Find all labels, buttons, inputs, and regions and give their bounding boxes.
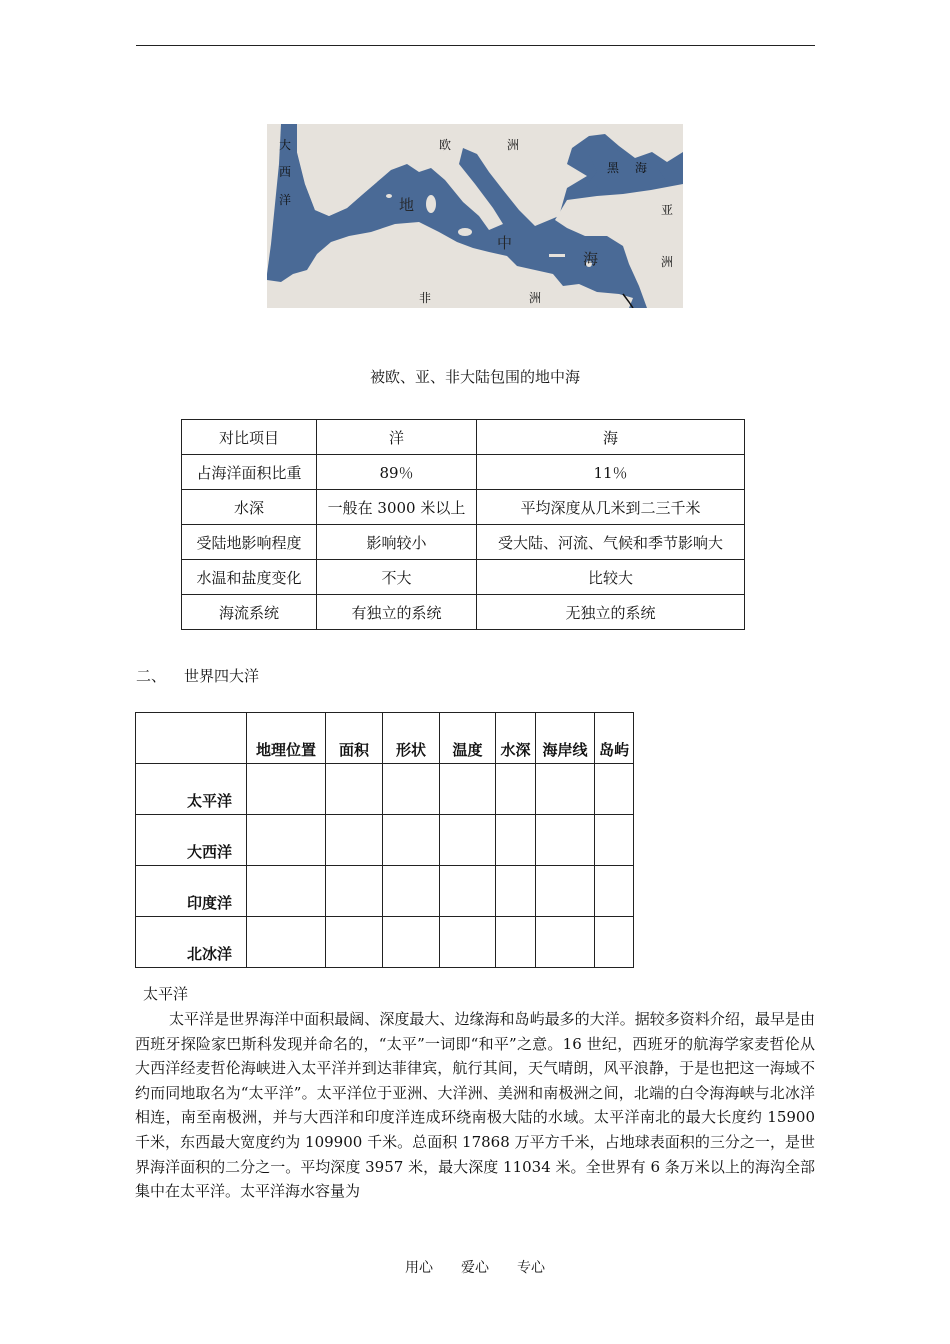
map-island-sicily	[458, 228, 472, 236]
table-cell: 受大陆、河流、气候和季节影响大	[477, 525, 745, 560]
map-label-blacksea-1: 黑	[607, 161, 620, 175]
table-header-cell: 形状	[383, 713, 440, 764]
map-figure	[267, 124, 683, 308]
table-cell	[536, 815, 595, 866]
table-cell	[440, 917, 496, 968]
table-cell: 不大	[317, 560, 477, 595]
table-cell: 水温和盐度变化	[182, 560, 317, 595]
section-heading	[136, 665, 259, 686]
table-header-cell: 洋	[317, 420, 477, 455]
table-cell: 有独立的系统	[317, 595, 477, 630]
table-cell	[595, 866, 634, 917]
table-cell	[326, 917, 383, 968]
table-cell: 89％	[317, 455, 477, 490]
table-cell	[536, 764, 595, 815]
map-island-crete	[549, 254, 565, 257]
table-cell: 受陆地影响程度	[182, 525, 317, 560]
section-title: 世界四大洋	[184, 667, 260, 685]
table-cell: 平均深度从几米到二三千米	[477, 490, 745, 525]
map-label-atlantic-1: 大	[279, 138, 292, 152]
table-cell	[247, 917, 326, 968]
table-cell	[595, 815, 634, 866]
table-cell: 无独立的系统	[477, 595, 745, 630]
table-corner-cell	[136, 713, 247, 764]
table-cell	[326, 815, 383, 866]
table-row	[136, 815, 634, 866]
table-header-cell: 温度	[440, 713, 496, 764]
map-label-europe-2: 洲	[507, 138, 520, 152]
map-island-corsica	[426, 195, 436, 213]
map-label-atlantic-2: 西	[279, 165, 292, 179]
map-label-africa-2: 洲	[529, 291, 542, 305]
table-header-row	[136, 713, 634, 764]
map-label-asia-2: 洲	[661, 255, 674, 269]
sea-ocean-comparison-table	[181, 419, 745, 630]
map-label-blacksea-2: 海	[635, 161, 648, 175]
table-row-header: 北冰洋	[136, 917, 247, 968]
table-cell	[496, 866, 536, 917]
table-row	[136, 866, 634, 917]
table-cell	[383, 917, 440, 968]
table-cell	[496, 917, 536, 968]
table-row-header: 印度洋	[136, 866, 247, 917]
table-header-cell: 岛屿	[595, 713, 634, 764]
table-cell	[536, 917, 595, 968]
table-cell	[383, 815, 440, 866]
table-header-cell: 对比项目	[182, 420, 317, 455]
map-label-med-2: 中	[497, 234, 513, 252]
table-cell: 占海洋面积比重	[182, 455, 317, 490]
table-cell	[247, 866, 326, 917]
table-cell	[595, 917, 634, 968]
table-row	[182, 455, 745, 490]
table-cell	[383, 866, 440, 917]
paragraph-body: 太平洋是世界海洋中面积最阔、深度最大、边缘海和岛屿最多的大洋。据较多资料介绍，最早是由西班牙探险家巴斯科发现并命名的，“太平”一词即“和平”之意。16 世纪，西班牙的航海学家麦哲伦从大西洋经麦哲伦海峡进入太平洋并到达菲律宾，航行其间，天气晴朗，风平浪静，于是也把这一海域不约而同地取名为“太平洋”。太平洋位于亚洲、大洋洲、美洲和南极洲之间，北端的白令海海峡与北冰洋相连，南至南极洲，并与大西洋和印度洋连成环绕南极大陆的水域。太平洋南北的最大长度约 15900 千米，东西最大宽度约为 109900 千米。总面积 17868 万平方千米，占地球表面积的三分之一，是世界海洋面积的二分之一。平均深度 3957 米，最大深度 11034 米。全世界有 6 条万米以上的海沟全部集中在太平洋。太平洋海水容量为	[135, 1010, 816, 1201]
table-cell: 11％	[477, 455, 745, 490]
table-row-header: 大西洋	[136, 815, 247, 866]
table-cell	[440, 764, 496, 815]
map-label-europe-1: 欧	[439, 138, 452, 152]
map-label-med-1: 地	[399, 196, 415, 214]
map-label-atlantic-3: 洋	[279, 193, 292, 207]
table-cell: 一般在 3000 米以上	[317, 490, 477, 525]
table-header-cell: 面积	[326, 713, 383, 764]
page-footer	[0, 1257, 950, 1277]
table-cell	[440, 866, 496, 917]
table-cell	[496, 815, 536, 866]
footer-text: 用心	[405, 1260, 433, 1276]
footer-text: 爱心	[461, 1260, 489, 1276]
table-cell	[440, 815, 496, 866]
table-row	[182, 560, 745, 595]
table-row	[182, 525, 745, 560]
table-header-cell: 海	[477, 420, 745, 455]
map-island-balearic	[386, 194, 392, 198]
table-cell	[326, 866, 383, 917]
table-cell	[247, 815, 326, 866]
table-row	[136, 917, 634, 968]
table-row	[136, 764, 634, 815]
table-cell	[326, 764, 383, 815]
map-caption: 被欧、亚、非大陆包围的地中海	[369, 368, 580, 386]
table-row	[182, 490, 745, 525]
table-cell: 比较大	[477, 560, 745, 595]
table-row-header: 太平洋	[136, 764, 247, 815]
map-label-med-3: 海	[583, 250, 599, 268]
mediterranean-map	[267, 124, 683, 308]
table-cell	[496, 764, 536, 815]
map-label-asia-1: 亚	[661, 203, 674, 217]
table-cell	[247, 764, 326, 815]
paragraph-title: 太平洋	[143, 985, 189, 1003]
table-header-row	[182, 420, 745, 455]
table-header-cell: 海岸线	[536, 713, 595, 764]
map-label-africa-1: 非	[419, 291, 432, 305]
table-cell	[536, 866, 595, 917]
table-cell: 海流系统	[182, 595, 317, 630]
header-rule	[136, 45, 815, 46]
table-cell: 水深	[182, 490, 317, 525]
footer-text: 专心	[517, 1260, 545, 1276]
table-cell: 影响较小	[317, 525, 477, 560]
table-cell	[383, 764, 440, 815]
table-row	[182, 595, 745, 630]
four-oceans-table	[135, 712, 634, 968]
table-header-cell: 地理位置	[247, 713, 326, 764]
table-header-cell: 水深	[496, 713, 536, 764]
table-cell	[595, 764, 634, 815]
section-number: 二、	[136, 667, 167, 685]
